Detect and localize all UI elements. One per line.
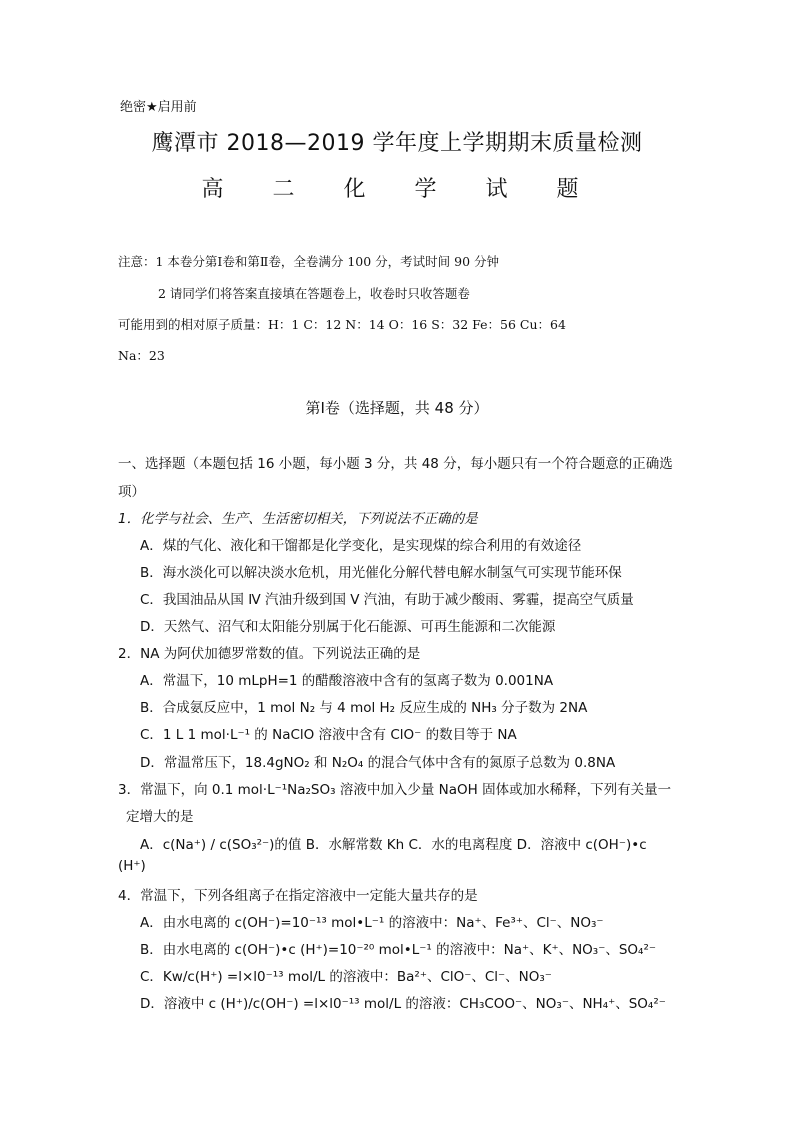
question-3-options: A．c(Na⁺) / c(SO₃²⁻)的值 B．水解常数 Kh C．水的电离程度 D．溶液中 c(OH⁻)•c — [140, 837, 647, 853]
question-4-option-b: B．由水电离的 c(OH⁻)•c (H⁺)=10⁻²⁰ mol•L⁻¹ 的溶液中：Na⁺、K⁺、NO₃⁻、SO₄²⁻ — [140, 942, 656, 958]
exam-title: 鹰潭市 2018—2019 学年度上学期期末质量检测 — [151, 131, 643, 156]
question-2-option-b: B．合成氨反应中，1 mol N₂ 与 4 mol H₂ 反应生成的 NH₃ 分子数为 2NA — [140, 700, 588, 716]
question-2-option-d: D．常温常压下，18.4gNO₂ 和 N₂O₄ 的混合气体中含有的氮原子总数为 0.8NA — [140, 755, 616, 771]
note-2: 2 请同学们将答案直接填在答题卷上，收卷时只收答题卷 — [158, 286, 470, 301]
question-2-option-c: C．1 L 1 mol·L⁻¹ 的 NaClO 溶液中含有 ClO⁻ 的数目等于 NA — [140, 727, 517, 743]
atomic-masses: 可能用到的相对原子质量：H：1 C：12 N：14 O：16 S：32 Fe：56 Cu：64 — [118, 317, 566, 332]
exam-subtitle: 高 二 化 学 试 题 — [201, 177, 593, 202]
question-3-stem: 3．常温下，向 0.1 mol·L⁻¹Na₂SO₃ 溶液中加入少量 NaOH 固体或加水稀释，下列有关量一 — [118, 782, 672, 798]
question-4-option-c: C．Kw/c(H⁺) =l×l0⁻¹³ mol/L 的溶液中：Ba²⁺、ClO⁻、Cl⁻、NO₃⁻ — [140, 969, 552, 985]
atomic-masses-cont: Na：23 — [118, 348, 165, 363]
part-intro: 一、选择题（本题包括 16 小题，每小题 3 分，共 48 分，每小题只有一个符合题意的正确选 — [118, 456, 673, 472]
section-title: 第Ⅰ卷（选择题，共 48 分） — [305, 399, 489, 417]
question-3-options-cont: (H⁺) — [118, 858, 146, 874]
question-1-option-d: D．天然气、沼气和太阳能分别属于化石能源、可再生能源和二次能源 — [140, 619, 556, 635]
question-3-stem-cont: 定增大的是 — [126, 809, 194, 825]
question-2-stem: 2．NA 为阿伏加德罗常数的值。下列说法正确的是 — [118, 646, 421, 662]
part-intro-cont: 项） — [118, 484, 145, 500]
question-1-option-a: A．煤的气化、液化和干馏都是化学变化，是实现煤的综合利用的有效途径 — [140, 538, 582, 554]
question-1-option-b: B．海水淡化可以解决淡水危机，用光催化分解代替电解水制氢气可实现节能环保 — [140, 565, 622, 581]
question-4-stem: 4．常温下，下列各组离子在指定溶液中一定能大量共存的是 — [118, 888, 478, 904]
question-4-option-d: D．溶液中 c (H⁺)/c(OH⁻) =l×l0⁻¹³ mol/L 的溶液：CH₃COO⁻、NO₃⁻、NH₄⁺、SO₄²⁻ — [140, 996, 666, 1012]
question-2-option-a: A．常温下，10 mLpH=1 的醋酸溶液中含有的氢离子数为 0.001NA — [140, 673, 554, 689]
question-1-option-c: C．我国油品从国 Ⅳ 汽油升级到国 Ⅴ 汽油，有助于减少酸雨、雾霾，提高空气质量 — [140, 592, 634, 608]
note-1: 注意：1 本卷分第Ⅰ卷和第Ⅱ卷，全卷满分 100 分，考试时间 90 分钟 — [118, 254, 500, 269]
confidential-label: 绝密★启用前 — [120, 100, 197, 115]
question-1-stem: 1．化学与社会、生产、生活密切相关，下列说法不正确的是 — [118, 511, 478, 527]
question-4-option-a: A．由水电离的 c(OH⁻)=10⁻¹³ mol•L⁻¹ 的溶液中：Na⁺、Fe³⁺、Cl⁻、NO₃⁻ — [140, 915, 604, 931]
